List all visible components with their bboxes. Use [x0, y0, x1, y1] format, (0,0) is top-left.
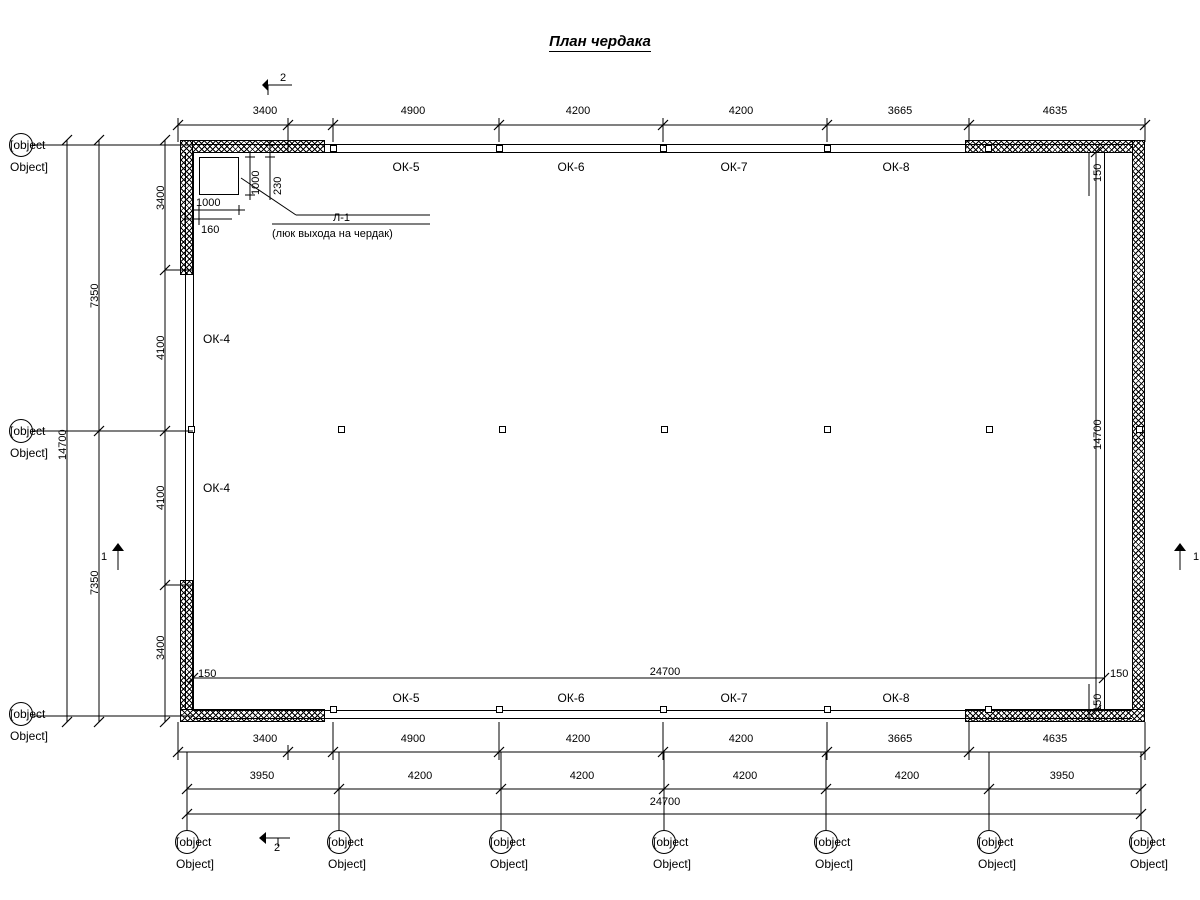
window-label-top-3: ОК-7	[720, 160, 748, 174]
dim-axes-3: 4200	[569, 770, 595, 782]
dim-bottom-6: 4635	[1042, 733, 1068, 745]
column-marker	[338, 426, 345, 433]
window-label-bottom-3: ОК-7	[720, 691, 748, 705]
axis-marker-3[interactable]: [object Object]	[489, 830, 513, 854]
dim-bottom-1: 3400	[252, 733, 278, 745]
column-marker	[661, 426, 668, 433]
axis-marker-1[interactable]: [object Object]	[175, 830, 199, 854]
dim-bottom-2: 4900	[400, 733, 426, 745]
wall-left-upper	[180, 140, 193, 275]
window-label-left-1: ОК-4	[203, 332, 230, 346]
hatch-dim-width: 1000	[196, 197, 221, 209]
inside-total-dim: 24700	[649, 666, 681, 678]
right-total-dim: 14700	[1092, 419, 1104, 450]
section-mark-2-bottom-label: 2	[274, 842, 281, 854]
axis-marker-7[interactable]: [object Object]	[1129, 830, 1153, 854]
dim-axes-4: 4200	[732, 770, 758, 782]
dim-left-4: 3400	[155, 635, 167, 660]
column-marker	[985, 706, 992, 713]
wall-thickness-top-right: 150	[1092, 163, 1104, 182]
axis-marker-vertical-v[interactable]: [object Object]	[9, 133, 33, 157]
dim-axes-6: 3950	[1049, 770, 1075, 782]
dim-axes-2: 4200	[407, 770, 433, 782]
window-label-bottom-2: ОК-6	[557, 691, 585, 705]
hatch-dim-height: 1000	[250, 170, 262, 195]
dim-left-2: 4100	[155, 335, 167, 360]
window-label-bottom-1: ОК-5	[392, 691, 420, 705]
section-mark-1-right-label: 1	[1193, 551, 1200, 563]
column-marker	[824, 145, 831, 152]
dim-axes-1: 3950	[249, 770, 275, 782]
inner-right-line	[1104, 152, 1105, 710]
axis-marker-6[interactable]: [object Object]	[977, 830, 1001, 854]
window-band-top-inner	[193, 152, 1132, 153]
dim-left-3: 4100	[155, 485, 167, 510]
column-marker	[824, 706, 831, 713]
dim-bottom-5: 3665	[887, 733, 913, 745]
window-label-top-1: ОК-5	[392, 160, 420, 174]
hatch-callout-sublabel: (люк выхода на чердак)	[272, 228, 393, 240]
dim-top-4: 4200	[728, 105, 754, 117]
column-marker	[1136, 426, 1143, 433]
dim-left-group-2: 7350	[89, 570, 101, 595]
page-title: План чердака	[549, 33, 651, 50]
window-label-bottom-4: ОК-8	[882, 691, 910, 705]
wall-thickness-bottom-right: 150	[1110, 668, 1129, 680]
dim-top-1: 3400	[252, 105, 278, 117]
column-marker	[330, 145, 337, 152]
wall-left-lower	[180, 580, 193, 722]
column-marker	[986, 426, 993, 433]
dim-bottom-3: 4200	[565, 733, 591, 745]
axis-marker-vertical-b[interactable]: [object Object]	[9, 419, 33, 443]
attic-hatch-opening	[199, 157, 239, 195]
hatch-dim-edge: 160	[201, 224, 220, 236]
column-marker	[985, 145, 992, 152]
dim-left-total: 14700	[57, 429, 69, 460]
axis-marker-5[interactable]: [object Object]	[814, 830, 838, 854]
section-mark-1-left-label: 1	[101, 551, 108, 563]
window-label-left-2: ОК-4	[203, 481, 230, 495]
column-marker	[496, 145, 503, 152]
window-band-left-outer	[185, 152, 186, 710]
section-mark-2-top-label: 2	[280, 72, 287, 84]
window-band-bottom-inner	[193, 718, 1132, 719]
window-label-top-4: ОК-8	[882, 160, 910, 174]
dim-left-1: 3400	[155, 185, 167, 210]
dim-axes-5: 4200	[894, 770, 920, 782]
wall-thickness-right-lower: 150	[1092, 693, 1104, 712]
column-marker	[496, 706, 503, 713]
dim-top-2: 4900	[400, 105, 426, 117]
axis-marker-vertical-a[interactable]: [object Object]	[9, 702, 33, 726]
wall-thickness-bottom-left: 150	[198, 668, 217, 680]
dim-top-3: 4200	[565, 105, 591, 117]
dim-left-group-1: 7350	[89, 283, 101, 308]
column-marker	[499, 426, 506, 433]
axis-marker-4[interactable]: [object Object]	[652, 830, 676, 854]
hatch-callout-label: Л-1	[333, 212, 350, 224]
column-marker	[330, 706, 337, 713]
column-marker	[660, 145, 667, 152]
column-marker	[188, 426, 195, 433]
dim-top-6: 4635	[1042, 105, 1068, 117]
column-marker	[660, 706, 667, 713]
hatch-dim-offset: 230	[272, 176, 284, 195]
dim-top-5: 3665	[887, 105, 913, 117]
window-label-top-2: ОК-6	[557, 160, 585, 174]
dim-axes-total: 24700	[649, 796, 681, 808]
column-marker	[824, 426, 831, 433]
dim-bottom-4: 4200	[728, 733, 754, 745]
axis-marker-2[interactable]: [object Object]	[327, 830, 351, 854]
